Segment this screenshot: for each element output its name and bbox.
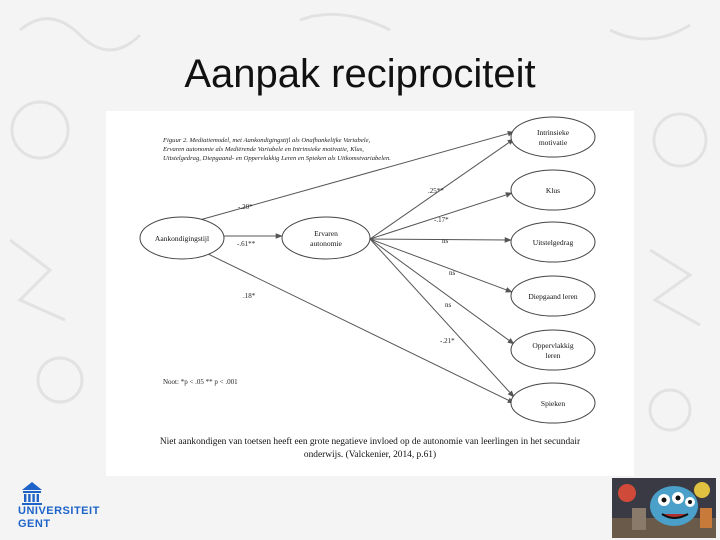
label-indep-to-intrinsiek: -.20* xyxy=(238,203,253,211)
logo-text-line-2: GENT xyxy=(18,518,51,530)
significance-note: Noot: *p < .05 ** p < .001 xyxy=(163,378,238,386)
label-med-to-uitstel: ns xyxy=(442,237,449,245)
label-indep-to-mediator: -.61** xyxy=(237,240,256,248)
node-ervaren-autonomie xyxy=(282,217,370,259)
node-uitstelgedrag xyxy=(511,222,595,262)
node-aankondigingstijl-label: Aankondigingstijl xyxy=(154,234,210,243)
figure-caption-line-2: Ervaren autonomie als Mediërende Variabele en Intrinsieke motivatie, Klus, xyxy=(163,146,364,153)
label-med-to-intrinsiek: .25** xyxy=(428,187,444,195)
node-klus-label: Klus xyxy=(545,186,561,195)
node-aankondigingstijl xyxy=(140,217,224,259)
slide-title: Aanpak reciprociteit xyxy=(184,52,536,96)
figure-caption-line-1: Figuur 2. Mediatiemodel, met Aankondigingstijl als Onafhankelijke Variabele, xyxy=(163,137,371,144)
summary-line-1: Niet aankondigen van toetsen heeft een grote negatieve invloed op de autonomie van leerlingen in het secundair xyxy=(159,437,581,447)
summary-line-2: onderwijs. (Valckenier, 2014, p.61) xyxy=(303,450,437,460)
path-med-to-diepgaand xyxy=(370,239,512,292)
node-ervaren-autonomie-line-1: Ervaren xyxy=(314,229,338,238)
label-med-to-klus: -.17* xyxy=(434,216,449,224)
node-ervaren-autonomie-line-2: autonomie xyxy=(310,239,342,248)
illustration-thumbnail xyxy=(612,478,716,538)
label-indep-to-spieken: .18* xyxy=(243,292,256,300)
node-oppervlakkig-leren-line-1: Oppervlakkig xyxy=(532,341,574,350)
node-oppervlakkig-leren-line-2: leren xyxy=(545,351,561,360)
label-med-to-oppervlakkig: ns xyxy=(445,301,452,309)
node-spieken-label: Spieken xyxy=(540,399,566,408)
label-med-to-diepgaand: ns xyxy=(449,269,456,277)
logo-text-line-1: UNIVERSITEIT xyxy=(18,505,100,517)
path-med-to-uitstel xyxy=(370,239,511,240)
node-klus xyxy=(511,170,595,210)
mediation-figure xyxy=(106,111,634,476)
path-med-to-oppervlakkig xyxy=(370,239,514,344)
node-uitstelgedrag-label: Uitstelgedrag xyxy=(532,238,574,247)
monster-illustration-icon xyxy=(612,478,716,538)
label-med-to-spieken: -.21* xyxy=(440,337,455,345)
node-diepgaand-leren xyxy=(511,276,595,316)
node-spieken xyxy=(511,383,595,423)
figure-caption-line-3: Uitstelgedrag, Diepgaand- en Oppervlakkig Leren en Spieken als Uitkomstvariabelen. xyxy=(163,155,391,162)
node-diepgaand-leren-label: Diepgaand leren xyxy=(528,292,578,301)
node-intrinsieke-motivatie xyxy=(511,117,595,157)
node-oppervlakkig-leren xyxy=(511,330,595,370)
node-intrinsieke-motivatie-line-2: motivatie xyxy=(538,138,568,147)
mediation-diagram xyxy=(106,111,634,476)
path-med-to-spieken xyxy=(370,239,514,397)
node-intrinsieke-motivatie-line-1: Intrinsieke xyxy=(536,128,570,137)
